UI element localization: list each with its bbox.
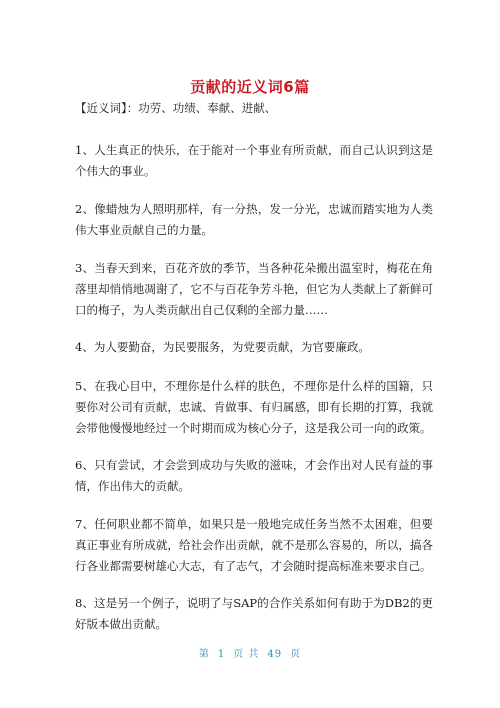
footer-prefix: 第 (198, 649, 210, 660)
paragraph-1: 1、人生真正的快乐，在于能对一个事业有所贡献，而自己认识到这是个伟大的事业。 (75, 143, 433, 178)
paragraph-3: 3、当春天到来，百花齐放的季节，当各种花朵搬出温室时，梅花在角落里却悄悄地凋谢了，它不与百花争芳斗艳，但它为人类献上了新鲜可口的梅子，为人类贡献出自己仅剩的全部力量…… (75, 261, 433, 317)
footer-suffix: 页 (290, 649, 302, 660)
paragraph-7: 7、任何职业都不简单，如果只是一般地完成任务当然不太困难，但要真正事业有所成就，给社会作出贡献，就不是那么容易的，所以，搞各行各业都需要树雄心大志，有了志气，才会随时提高标准来要求自己。 (75, 517, 433, 573)
page-footer (0, 645, 500, 660)
footer-middle: 页 共 (233, 649, 260, 660)
document-title: 贡献的近义词6篇 (190, 78, 310, 96)
paragraph-6: 6、只有尝试，才会尝到成功与失败的滋味，才会作出对人民有益的事情，作出伟大的贡献。 (75, 458, 433, 493)
footer-total-pages: 49 (267, 649, 283, 660)
paragraph-4: 4、为人要勤奋，为民要服务，为党要贡献，为官要廉政。 (75, 340, 370, 354)
synonyms-line: 【近义词】：功劳、功绩、奉献、进献、 (75, 101, 277, 115)
paragraph-8: 8、这是另一个例子，说明了与SAP的合作关系如何有助于为DB2的更好版本做出贡献。 (75, 596, 433, 631)
paragraph-5: 5、在我心目中，不理你是什么样的肤色，不理你是什么样的国籍，只要你对公司有贡献，忠诚、肯做事、有归属感，即有长期的打算，我就会带他慢慢地经过一个时期而成为核心分子，这是我公司一向的政策。 (75, 379, 433, 435)
footer-page-number: 1 (217, 649, 226, 660)
paragraph-2: 2、像蜡烛为人照明那样，有一分热，发一分光，忠诚而踏实地为人类伟大事业贡献自己的力量。 (75, 202, 433, 237)
